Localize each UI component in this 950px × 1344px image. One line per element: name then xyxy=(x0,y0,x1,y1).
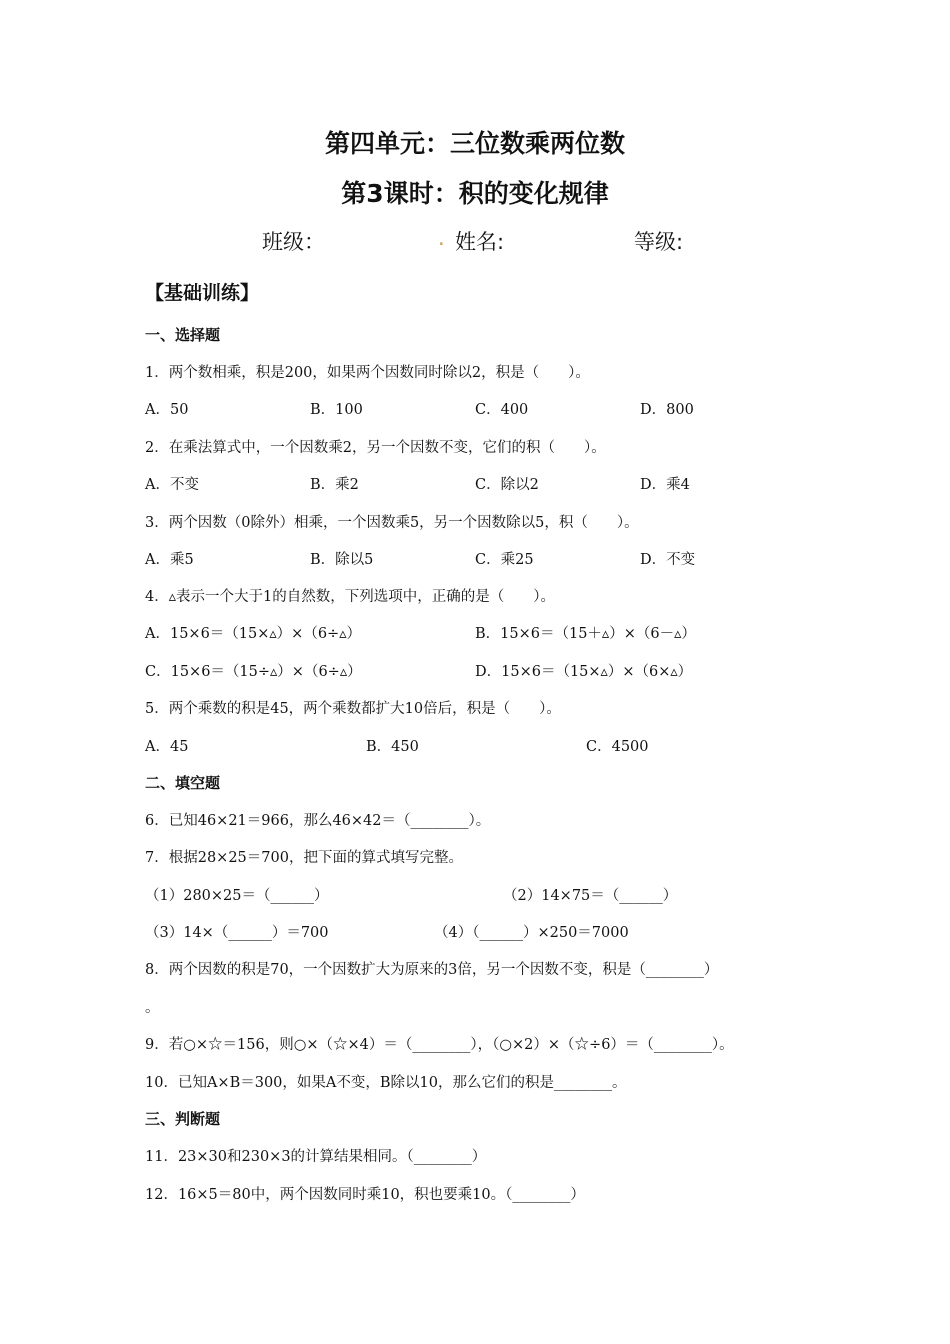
name-label: 姓名: xyxy=(455,230,505,254)
question-4: 4．▵表示一个大于1的自然数，下列选项中，正确的是（ ）。 xyxy=(145,589,555,605)
question-12: 12．16×5＝80中，两个因数同时乘10，积也要乘10。（________） xyxy=(145,1187,585,1203)
q1-option-c: C．400 xyxy=(475,402,529,418)
heading-choice: 一、选择题 xyxy=(145,326,221,344)
q7-item-4: （4）（______）×250＝7000 xyxy=(434,925,629,941)
q7-item-1: （1）280×25＝（______） xyxy=(145,888,329,904)
q2-option-d: D．乘4 xyxy=(640,477,690,493)
q3-option-d: D．不变 xyxy=(640,552,696,568)
q1-option-a: A．50 xyxy=(145,402,189,418)
question-10: 10．已知A×B＝300，如果A不变，B除以10，那么它们的积是________。 xyxy=(145,1075,627,1091)
separator-dot: . xyxy=(438,226,445,250)
q2-option-a: A．不变 xyxy=(145,477,199,493)
q2-option-b: B．乘2 xyxy=(310,477,359,493)
q3-option-a: A．乘5 xyxy=(145,552,194,568)
q4-option-a: A．15×6＝（15×▵）×（6÷▵） xyxy=(145,626,361,642)
q3-option-c: C．乘25 xyxy=(475,552,534,568)
question-1: 1．两个数相乘，积是200，如果两个因数同时除以2，积是（ ）。 xyxy=(145,365,590,381)
question-7: 7．根据28×25＝700，把下面的算式填写完整。 xyxy=(145,850,463,866)
question-6: 6．已知46×21＝966，那么46×42＝（________）。 xyxy=(145,813,491,829)
q7-item-2: （2）14×75＝（______） xyxy=(503,888,678,904)
question-3: 3．两个因数（0除外）相乘，一个因数乘5，另一个因数除以5，积（ ）。 xyxy=(145,515,639,531)
class-label: 班级： xyxy=(262,230,325,254)
grade-label: 等级: xyxy=(634,230,684,254)
page-subtitle: 第3课时：积的变化规律 xyxy=(341,179,609,208)
q5-option-b: B．450 xyxy=(366,739,419,755)
q5-option-c: C．4500 xyxy=(586,739,649,755)
question-8: 8．两个因数的积是70，一个因数扩大为原来的3倍，另一个因数不变，积是（________） xyxy=(145,962,719,978)
q3-option-b: B．除以5 xyxy=(310,552,374,568)
question-8-end: 。 xyxy=(145,1000,160,1016)
q2-option-c: C．除以2 xyxy=(475,477,539,493)
page-title: 第四单元：三位数乘两位数 xyxy=(324,129,625,158)
question-11: 11．23×30和230×3的计算结果相同。（________） xyxy=(145,1149,487,1165)
q1-option-d: D．800 xyxy=(640,402,694,418)
q1-option-b: B．100 xyxy=(310,402,363,418)
q4-option-d: D．15×6＝（15×▵）×（6×▵） xyxy=(475,664,693,680)
q5-option-a: A．45 xyxy=(145,739,189,755)
heading-fill: 二、填空题 xyxy=(145,774,221,792)
q4-option-c: C．15×6＝（15÷▵）×（6÷▵） xyxy=(145,664,362,680)
section-title: 【基础训练】 xyxy=(145,282,260,304)
q7-item-3: （3）14×（______）＝700 xyxy=(145,925,329,941)
question-5: 5．两个乘数的积是45，两个乘数都扩大10倍后，积是（ ）。 xyxy=(145,701,561,717)
heading-judge: 三、判断题 xyxy=(145,1110,221,1128)
q4-option-b: B．15×6＝（15＋▵）×（6－▵） xyxy=(475,626,696,642)
question-9: 9．若○×☆＝156，则○×（☆×4）＝（________），（○×2）×（☆÷6）＝（________）。 xyxy=(145,1037,734,1053)
question-2: 2．在乘法算式中，一个因数乘2，另一个因数不变，它们的积（ ）。 xyxy=(145,440,606,456)
